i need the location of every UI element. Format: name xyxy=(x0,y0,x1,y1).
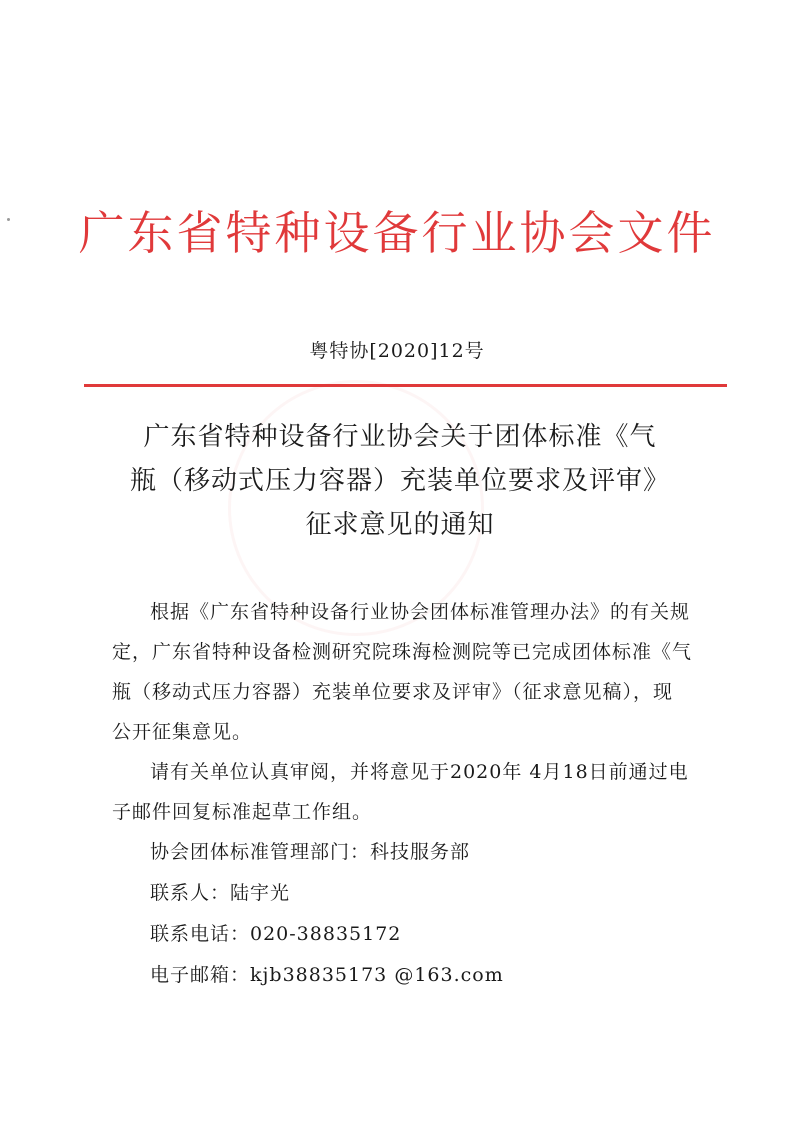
title-line-1: 广东省特种设备行业协会关于团体标准《气 xyxy=(143,422,657,452)
title-line-3: 征求意见的通知 xyxy=(305,510,495,540)
organization-header: 广东省特种设备行业协会文件 xyxy=(78,206,716,260)
document-number: 粤特协[2020]12号 xyxy=(309,340,485,362)
contact-email: 电子邮箱：kjb38835173 @163.com xyxy=(150,964,504,986)
body-paragraph-2: 请有关单位认真审阅，并将意见于2020年 4月18日前通过电子邮件回复标准起草工作组。 xyxy=(112,761,689,823)
contact-person: 联系人：陆宇光 xyxy=(150,882,291,904)
notice-body xyxy=(112,592,692,996)
contact-phone: 联系电话：020-38835172 xyxy=(150,923,402,945)
notice-title xyxy=(110,415,690,547)
body-paragraph-1: 根据《广东省特种设备行业协会团体标准管理办法》的有关规定，广东省特种设备检测研究院珠海检测院等已完成团体标准《气瓶（移动式压力容器）充装单位要求及评审》（征求意见稿），现公开征集意见。 xyxy=(112,601,693,743)
red-divider-line xyxy=(84,384,727,387)
contact-department: 协会团体标准管理部门：科技服务部 xyxy=(150,841,471,863)
title-line-2: 瓶（移动式压力容器）充装单位要求及评审》 xyxy=(129,466,670,496)
